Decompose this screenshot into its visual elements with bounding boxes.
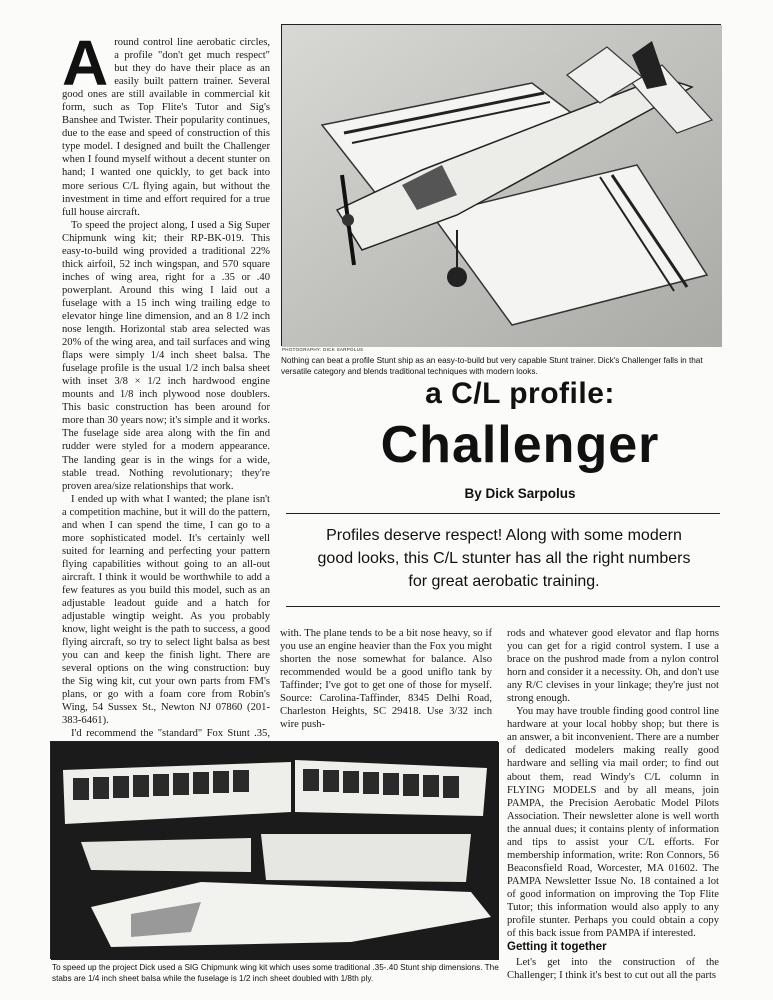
photo-caption-bottom: To speed up the project Dick used a SIG Chipmunk wing kit which uses some traditional .35-.40 Stunt ship dimensions. The stabs are 1/4 inch sheet balsa while the fuselage is 1/2 inch sheet doubled with 1/8th ply. [52, 963, 499, 983]
airplane-photo [281, 24, 721, 346]
body-column-2 [280, 627, 492, 741]
photo-credit: PHOTOGRAPHY: DICK SARPOLUS [282, 347, 364, 352]
drop-cap: A [62, 27, 109, 99]
section-body [507, 956, 719, 996]
photo-caption-top: Nothing can beat a profile Stunt ship as an easy-to-build but very capable Stunt trainer. Dick's Challenger falls in that versatile category and blends traditional techniques with modern looks. [281, 356, 703, 376]
paragraph-balance: with. The plane tends to be a bit nose heavy, so if you use an engine heavier than the Fox you might shorten the nose somewhat for balance. Also recommended would be a good uniflo tank by Taffinder; I've got to get one of those for myself. Source: Carolina-Taffinder, 8345 Delhi Road, Charleston Heights, SC 29418. Use 3/32 inch wire push- [280, 628, 492, 731]
paragraph-pushrods: rods and whatever good elevator and flap horns you can get for a rigid control system. I use a brace on the pushrod made from a nylon control horn and consider it a necessity. Oh, and don't use any R/C clevises in your linkage; they're just not strong enough. [507, 628, 719, 705]
paragraph-wing-kit: To speed the project along, I used a Sig Super Chipmunk wing kit; their RP-BK-019. This easy-to-build wing provided a traditional 22% thick airfoil, 52 inch wingspan, and 570 square inches of wing area, right for a .35 or .40 powerplant. Around this wing I laid out a fuselage with a 15 inch wing trailing edge to elevator hinge line dimension, and an 8 1/2 inch nose length. Horizontal stab area selected was 20% of the wing area, and tail surfaces and wing flaps were simply 1/4 inch sheet balsa. The fuselage profile is the usual 1/2 inch balsa sheet with inset 3/8 × 1/2 inch hardwood engine mounts and 1/8 inch plywood nose doublers. This basic construction has been around for more than 30 years now; it's simple and it works. The fuselage side area along with the fin and rudder were styled for a modern appearance. The landing gear is in the wings for a wide, stable tread. Nothing revolutionary; they're proven area/size relationships that work. [62, 219, 270, 492]
byline: By Dick Sarpolus [464, 486, 576, 501]
paragraph-construction: Let's get into the construction of the Challenger; I think it's best to cut out all the parts [507, 957, 719, 982]
rule-bottom [286, 606, 720, 607]
headline-kicker: a C/L profile: [425, 377, 615, 410]
section-heading: Getting it together [507, 941, 607, 953]
parts-photo [50, 741, 498, 959]
body-column-1 [62, 27, 270, 740]
body-column-3 [507, 627, 719, 947]
paragraph-intro: round control line aerobatic circles, a profile "don't get much respect" but they do have their place as an easily built pattern trainer. Several good ones are still available in commercial kit form, such as Top Flite's Tutor and Sig's Banshee and Twister. Their popularity continues, due to the ease and speed of construction of this type model. I designed and built the Challenger when I found myself without a decent stunter on hand; I wanted one quickly, to get back into more serious C/L flying again, but without the investment in time and effort required for a true full house aircraft. [62, 37, 270, 218]
paragraph-goals: I ended up with what I wanted; the plane isn't a competition machine, but it will do the pattern, and when I can spend the time, I can go to a more sophisticated model. It's certainly well suited for learning and perfecting your pattern flying capabilities without going to an all-out aircraft. I think it would be worthwhile to add a few features as you build this model, such as an adjustable leadout guide and a hatch for adjustable wingtip weight. As you probably know, light weight is the path to success, a good flying aircraft, so try to select light balsa as best you can and keep the finish light. There are several options on the wing construction: buy the Sig wing kit, cut your own parts from FM's plans, or go with a foam core from Robin's Wing, 54 Sussex St., Newton NJ 07860 (201-383-6461). [62, 493, 270, 727]
paragraph-engine: I'd recommend the "standard" Fox Stunt .35, [71, 728, 270, 740]
airplane-illustration [282, 25, 722, 347]
paragraph-hardware: You may have trouble finding good control line hardware at your local hobby shop; but there is an answer, a bit inconvenient. There are a number of dedicated modelers making really good hardware and selling via mail order; to find out about them, read Windy's C/L column in FLYING MODELS and by all means, join PAMPA, the Precision Aerobatic Model Pilots Association. Their newsletter alone is well worth the annual dues; it contains plenty of information and tips to assist your C/L efforts. For membership information, write: Ron Connors, 56 Beaconsfield Road, Worcester, MA 01602. The PAMPA Newsletter Issue No. 18 contained a lot of good information on improving the Top Flite Tutor; this information would also apply to any profile stunter. Perhaps you could obtain a copy of this back issue from PAMPA if interested. [507, 706, 719, 940]
parts-illustration [51, 742, 499, 960]
deck-text: Profiles deserve respect! Along with some modern good looks, this C/L stunter has all the right numbers for great aerobatic training. [317, 527, 691, 590]
headline-title: Challenger [380, 416, 660, 474]
rule-top [286, 513, 720, 514]
